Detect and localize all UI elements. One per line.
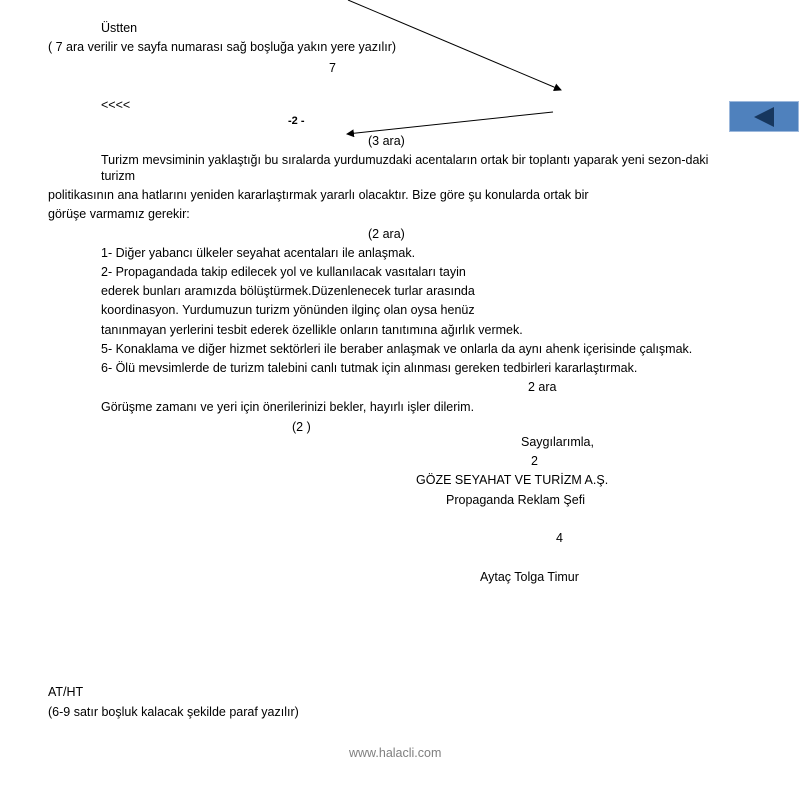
list-item: 6- Ölü mevsimlerde de turizm talebini canlı tutmak için alınması gereken tedbirleri kararlaştırmak. (101, 361, 638, 375)
list-item: tanınmayan yerlerini tesbit ederek özellikle onların tanıtımına ağırlık vermek. (101, 323, 523, 337)
spacing-marker-7: 7 (329, 61, 336, 75)
note-top: ( 7 ara verilir ve sayfa numarası sağ boşluğa yakın yere yazılır) (48, 40, 397, 54)
company-name: GÖZE SEYAHAT VE TURİZM A.Ş. (416, 473, 609, 487)
signer-name: Aytaç Tolga Timur (480, 570, 579, 584)
spacing-marker-2c: (2 ) (292, 420, 311, 434)
page-number: -2 - (288, 115, 305, 127)
left-triangle-icon (754, 107, 774, 127)
footer-site[interactable]: www.halacli.com (349, 746, 442, 760)
closing-sentence: Görüşme zamanı ve yeri için önerilerinizi bekler, hayırlı işler dilerim. (101, 400, 475, 414)
list-item: 2- Propagandada takip edilecek yol ve kullanılacak vasıtaları tayin (101, 265, 466, 279)
back-button[interactable] (729, 101, 799, 132)
arrow-line-page-number (347, 112, 553, 134)
paragraph-line-4: görüşe varmamız gerekir: (48, 207, 190, 221)
paragraph-line-3: politikasının ana hatlarını yeniden kararlaştırmak yararlı olacaktır. Bize göre şu konularda ortak bir (48, 188, 589, 202)
spacing-marker-4: 4 (556, 531, 563, 545)
signer-position: Propaganda Reklam Şefi (446, 493, 585, 507)
list-item: 5- Konaklama ve diğer hizmet sektörleri ile beraber anlaşmak ve onlarla da aynı ahenk içerisinde çalışmak. (101, 342, 693, 356)
spacing-marker-2d: 2 (531, 454, 538, 468)
angle-marks: <<<< (101, 98, 131, 112)
list-item: 1- Diğer yabancı ülkeler seyahat acentaları ile anlaşmak. (101, 246, 416, 260)
initials-note: (6-9 satır boşluk kalacak şekilde paraf yazılır) (48, 705, 299, 719)
spacing-marker-3: (3 ara) (368, 134, 405, 148)
list-item: ederek bunları aramızda bölüştürmek.Düzenlenecek turlar arasında (101, 284, 475, 298)
paragraph-line-2: turizm (101, 169, 136, 183)
regards: Saygılarımla, (521, 435, 594, 449)
heading-top: Üstten (101, 21, 138, 35)
initials: AT/HT (48, 685, 84, 699)
list-item: koordinasyon. Yurdumuzun turizm yönünden ilginç olan oysa henüz (101, 303, 475, 317)
paragraph-line-1: Turizm mevsiminin yaklaştığı bu sıralarda yurdumuzdaki acentaların ortak bir toplantı yaparak yeni sezon-daki (101, 153, 709, 167)
spacing-marker-2b: 2 ara (528, 380, 557, 394)
spacing-marker-2a: (2 ara) (368, 227, 405, 241)
